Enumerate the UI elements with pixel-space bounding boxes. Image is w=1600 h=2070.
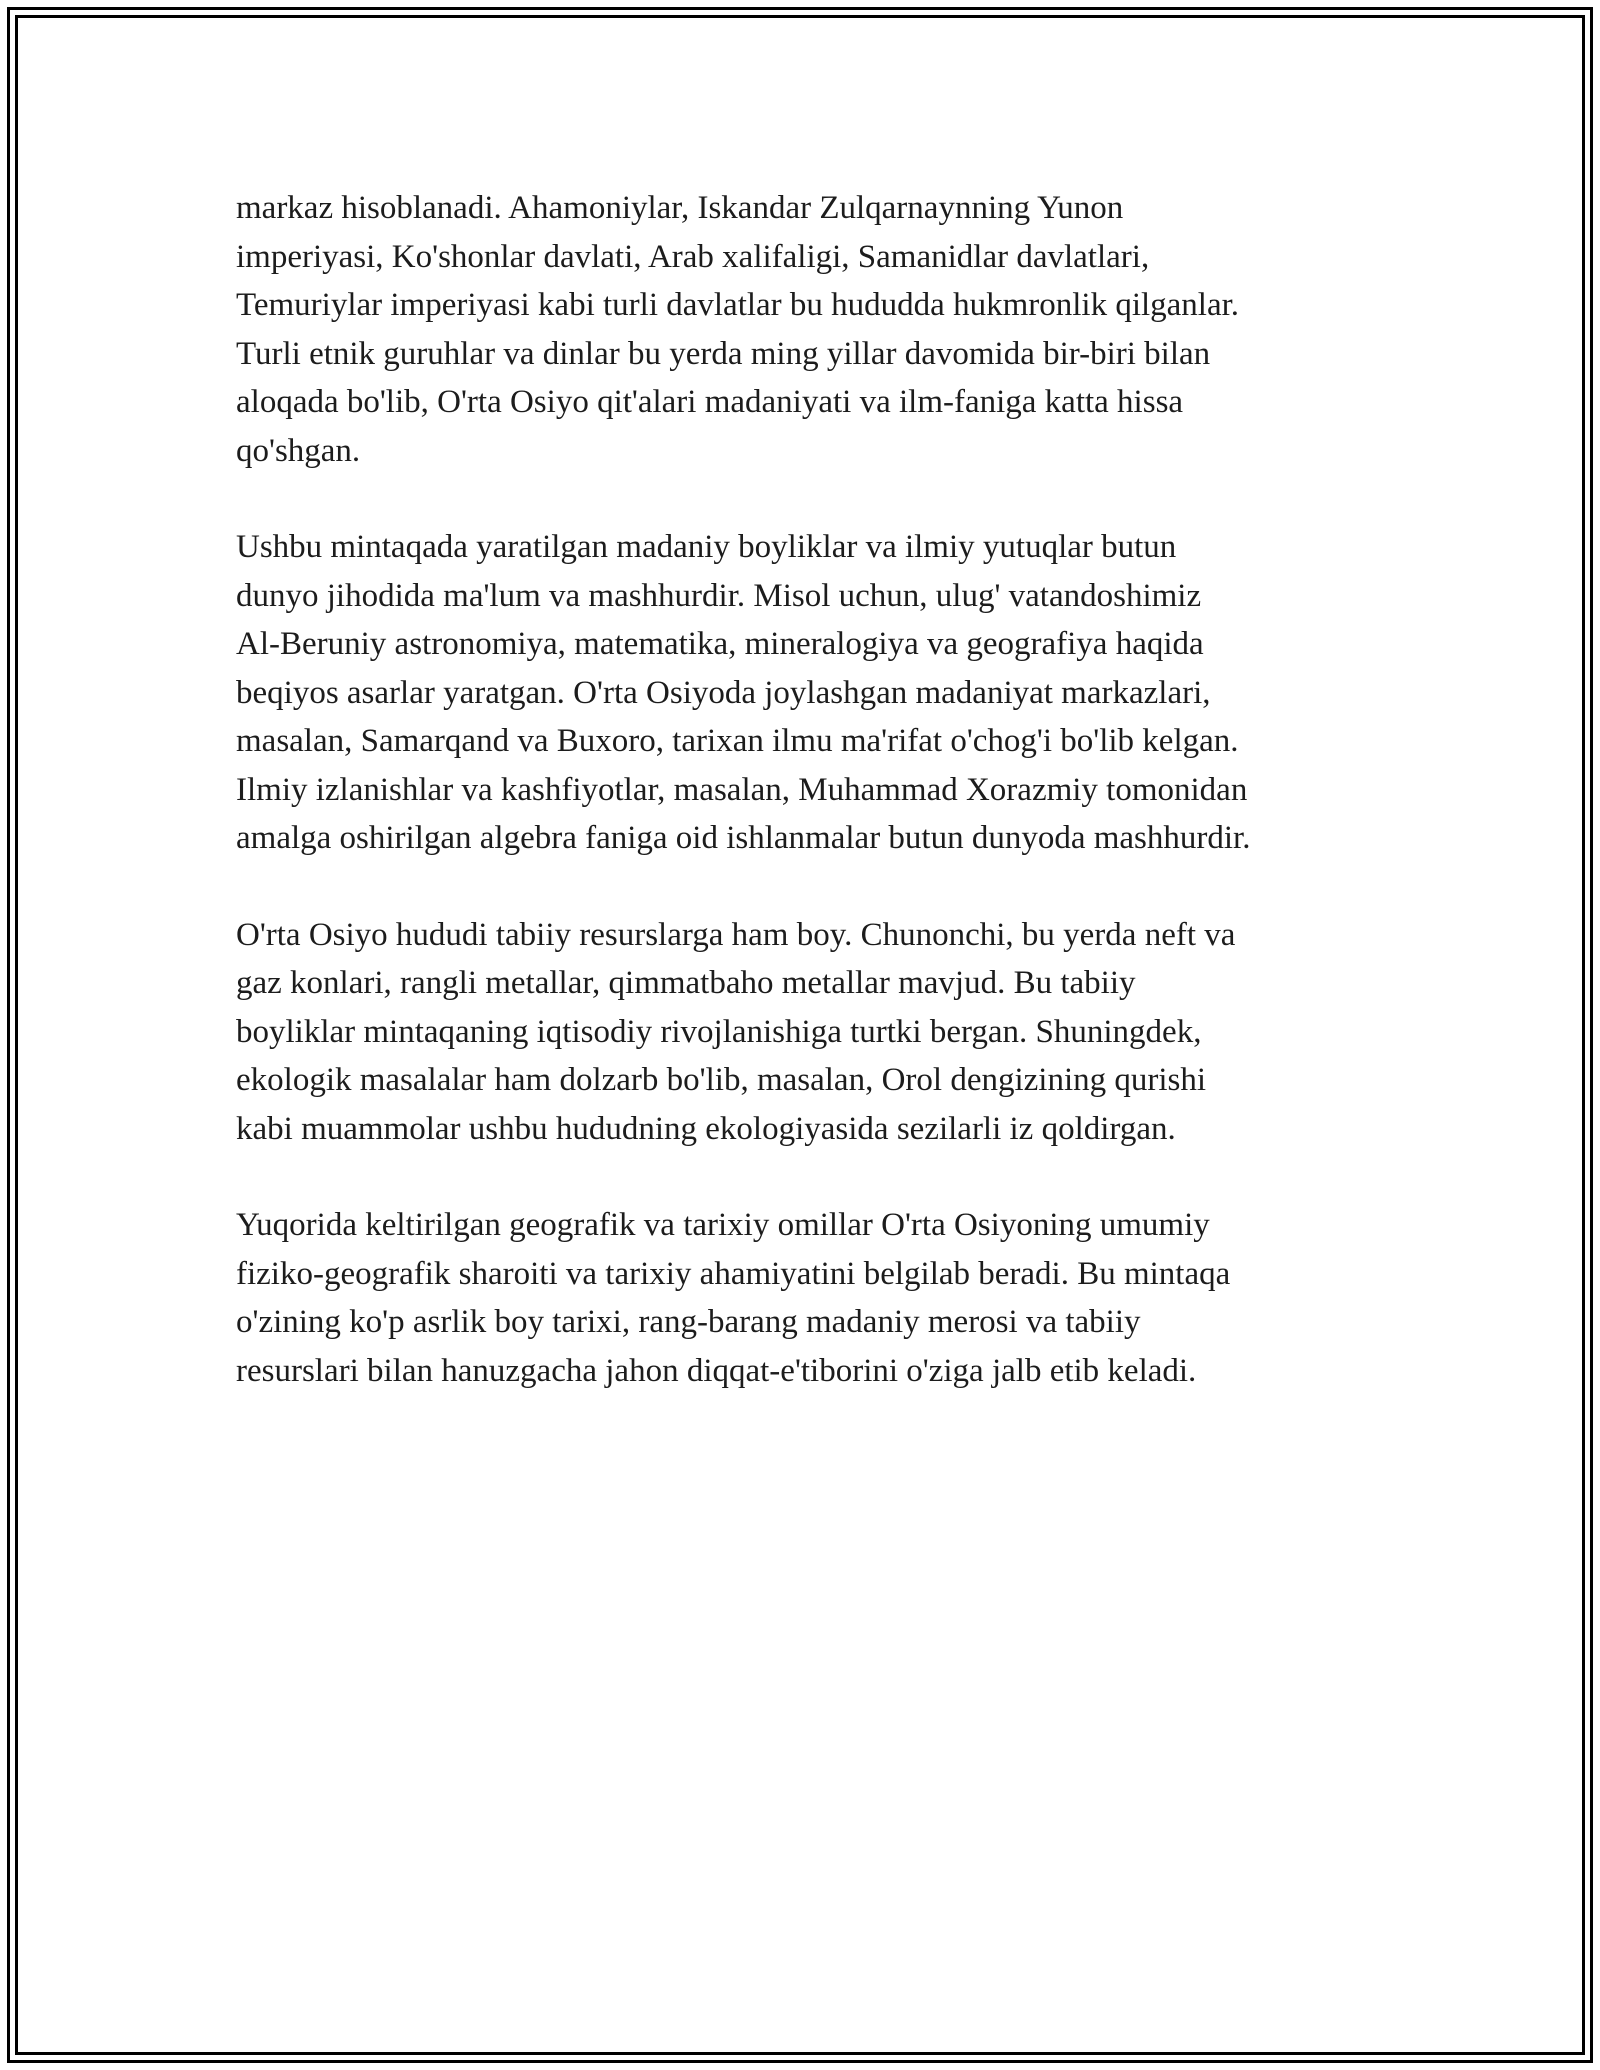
paragraph-4: Yuqorida keltirilgan geografik va tarixiy omillar O'rta Osiyoning umumiy fiziko-geografik sharoiti va tarixiy ahamiyatini belgilab beradi. Bu mintaqa o'zining ko'p asrlik boy tarixi, rang-barang madaniy merosi va tabiiy resurslari bilan hanuzgacha jahon diqqat-e'tiborini o'ziga jalb etib keladi.	[236, 1207, 1231, 1389]
paragraph-2: Ushbu mintaqada yaratilgan madaniy boyliklar va ilmiy yutuqlar butun dunyo jihodida ma'lum va mashhurdir. Misol uchun, ulug' vatandoshimiz Al-Beruniy astronomiya, matematika, mineralogiya va geografiya haqida beqiyos asarlar yaratgan. O'rta Osiyoda joylashgan madaniyat markazlari, masalan, Samarqand va Buxoro, tarixan ilmu ma'rifat o'chog'i bo'lib kelgan. Ilmiy izlanishlar va kashfiyotlar, masalan, Muhammad Xorazmiy tomonidan amalga oshirilgan algebra faniga oid ishlanmalar butun dunyoda mashhurdir.	[236, 529, 1251, 856]
paragraph-1: markaz hisoblanadi. Ahamoniylar, Iskandar Zulqarnaynning Yunon imperiyasi, Ko'shonlar davlati, Arab xalifaligi, Samanidlar davlatlari, Temuriylar imperiyasi kabi turli davlatlar bu hududda hukmronlik qilganlar. Turli etnik guruhlar va dinlar bu yerda ming yillar davomida bir-biri bilan aloqada bo'lib, O'rta Osiyo qit'alari madaniyati va ilm-faniga katta hissa qo'shgan.	[236, 190, 1240, 469]
paragraph-3: O'rta Osiyo hududi tabiiy resurslarga ham boy. Chunonchi, bu yerda neft va gaz konlari, rangli metallar, qimmatbaho metallar mavjud. Bu tabiiy boyliklar mintaqaning iqtisodiy rivojlanishiga turtki bergan. Shuningdek, ekologik masalalar ham dolzarb bo'lib, masalan, Orol dengizining qurishi kabi muammolar ushbu hududning ekologiyasida sezilarli iz qoldirgan.	[236, 916, 1236, 1147]
document-body	[236, 184, 1384, 1443]
